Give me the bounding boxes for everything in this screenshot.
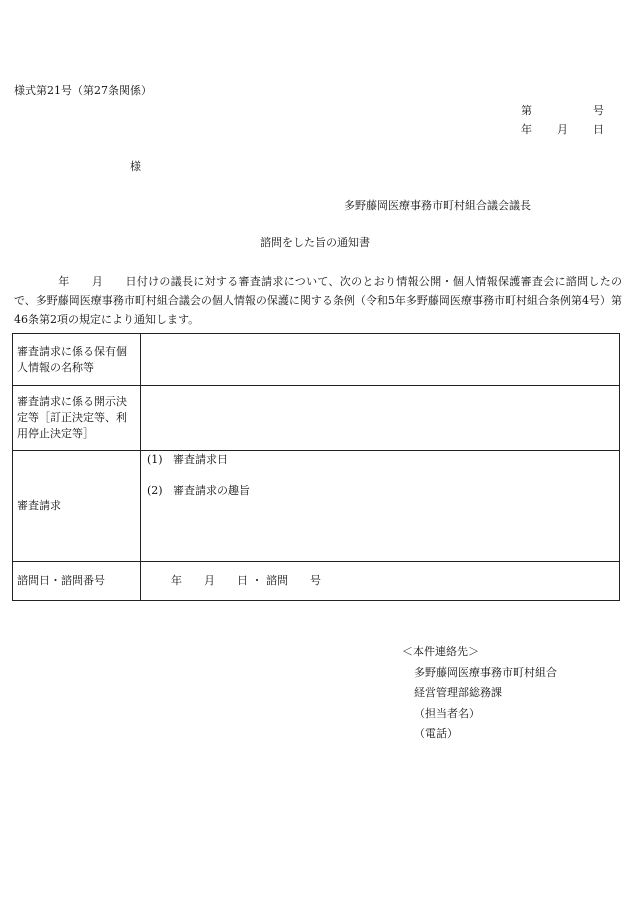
table-row	[13, 386, 620, 451]
date-day-label: 日	[593, 123, 604, 136]
form-number: 様式第21号（第27条関係）	[14, 84, 152, 97]
item-number: (2)	[147, 484, 163, 497]
body-paragraph	[14, 272, 622, 329]
row-label-request: 審査請求	[13, 451, 141, 562]
table-row	[13, 451, 620, 562]
row-label-disclosure-decision: 審査請求に係る開示決定等［訂正決定等、利用停止決定等］	[13, 386, 141, 451]
document-title: 諮問をした旨の通知書	[260, 236, 370, 249]
row-label-consult-date-number: 諮問日・諮問番号	[13, 562, 141, 601]
row-label-personal-info-name: 審査請求に係る保有個人情報の名称等	[13, 334, 141, 386]
request-date-item	[147, 453, 228, 467]
row-value-consult-date-number: 年 月 日 ・ 諮問 号	[141, 562, 620, 601]
row-value-personal-info-name	[141, 334, 620, 386]
contact-phone: （電話）	[414, 727, 458, 740]
request-table	[12, 333, 620, 601]
row-value-disclosure-decision	[141, 386, 620, 451]
item-number: (1)	[147, 453, 163, 466]
body-text: 日付けの議長に対する審査請求について、次のとおり情報公開・個人情報保護審査会に諮問したので、多野藤岡医療事務市町村組合議会の個人情報の保護に関する条例（令和5年多野藤岡医療事務市町村組合条例第4号）第46条第2項の規定により通知します。	[14, 275, 623, 326]
table-row	[13, 562, 620, 601]
contact-org: 多野藤岡医療事務市町村組合	[414, 665, 557, 679]
contact-person: （担当者名）	[414, 706, 480, 720]
item-text: 審査請求日	[173, 453, 228, 466]
item-text: 審査請求の趣旨	[173, 484, 250, 497]
contact-heading: ＜本件連絡先＞	[402, 645, 479, 658]
row-value-request	[141, 451, 620, 562]
body-year: 年	[58, 275, 70, 288]
contact-department: 経営管理部総務課	[414, 686, 502, 699]
request-purpose-item	[147, 484, 250, 498]
body-month: 月	[91, 275, 104, 288]
addressee-suffix: 様	[130, 160, 141, 173]
doc-number-prefix: 第	[521, 104, 532, 117]
date-year-label: 年	[521, 123, 532, 136]
date-month-label: 月	[557, 123, 568, 136]
sender-name: 多野藤岡医療事務市町村組合議会議長	[344, 199, 531, 212]
table-row	[13, 334, 620, 386]
doc-number-suffix: 号	[593, 104, 604, 117]
contact-block	[402, 642, 557, 745]
